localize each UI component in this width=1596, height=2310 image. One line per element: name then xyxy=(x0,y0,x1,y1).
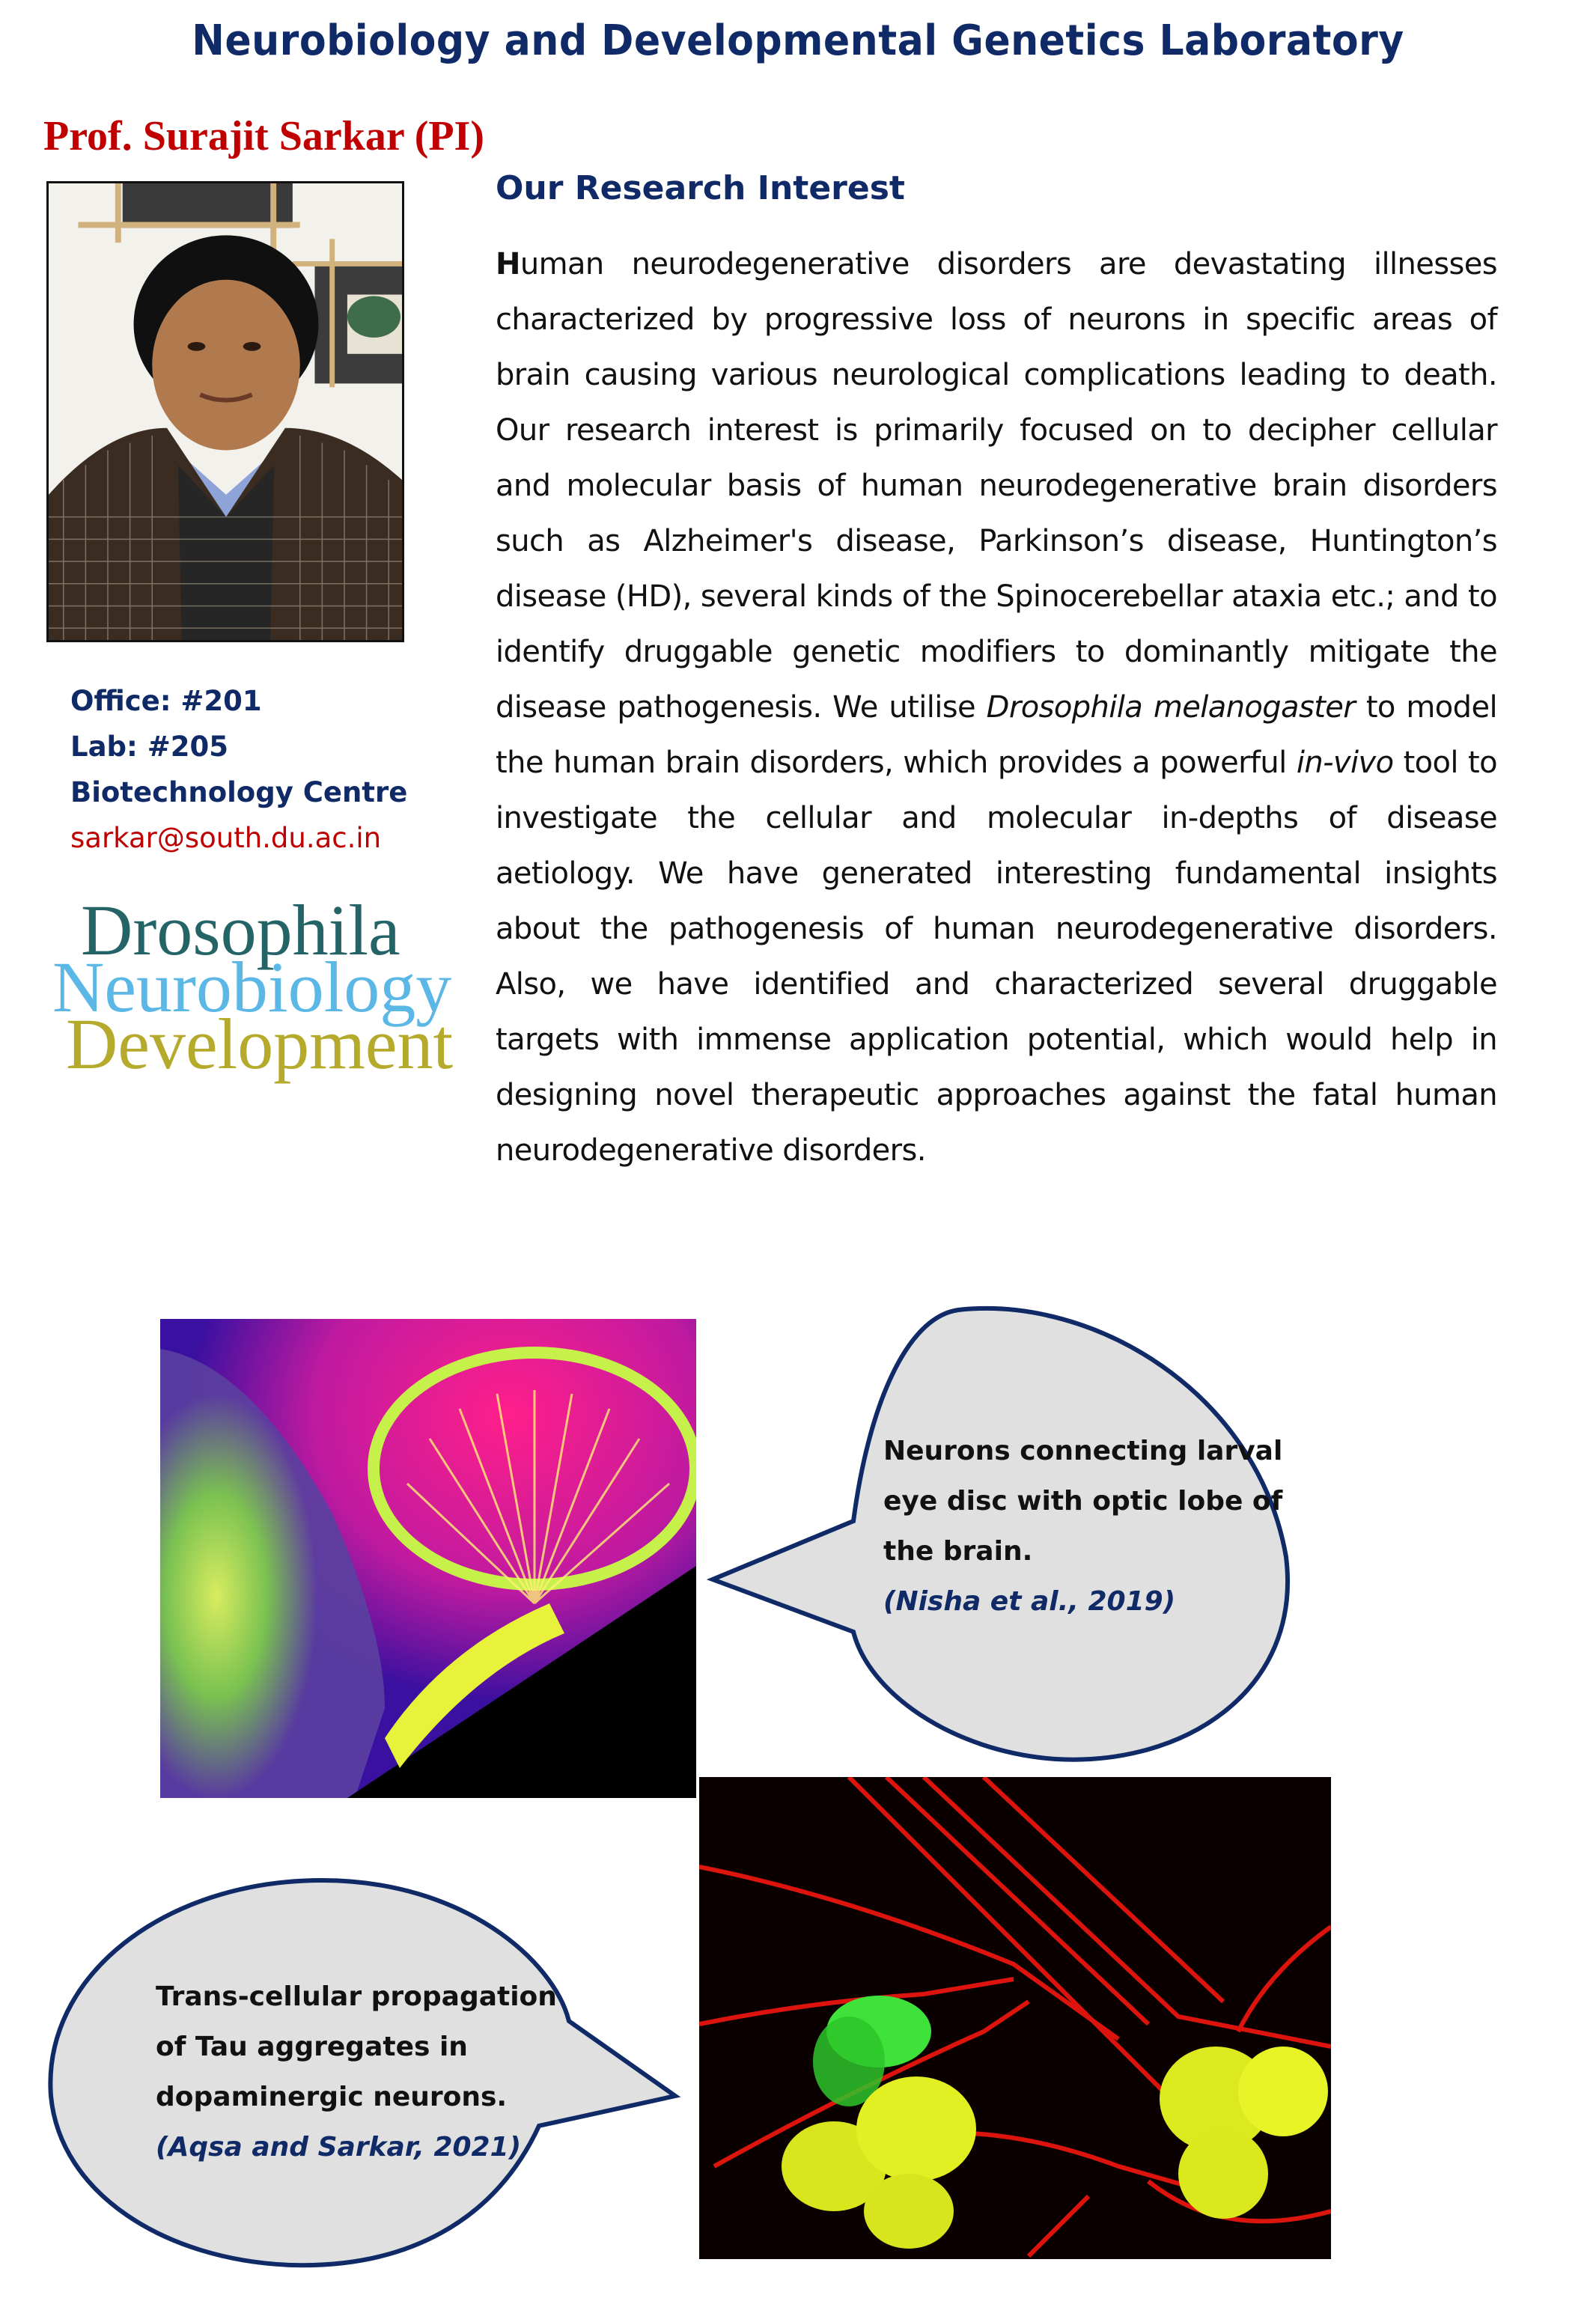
contact-info xyxy=(70,678,407,861)
caption-1-line-3: the brain. xyxy=(883,1536,1033,1567)
page-title: Neurobiology and Developmental Genetics Laboratory xyxy=(192,16,1404,65)
caption-1-line-2: eye disc with optic lobe of xyxy=(883,1486,1283,1517)
micrograph-eye-disc xyxy=(160,1319,696,1798)
pi-photo xyxy=(46,181,404,642)
office-number: Office: #201 xyxy=(70,685,262,717)
micrograph-dopaminergic-neurons xyxy=(699,1777,1331,2259)
dropcap: H xyxy=(496,247,520,281)
citation-1: (Nisha et al., 2019) xyxy=(883,1586,1176,1617)
portrait-image xyxy=(49,183,402,640)
caption-2-line-3: dopaminergic neurons. xyxy=(156,2082,508,2112)
caption-2 xyxy=(156,1972,557,2172)
department-name: Biotechnology Centre xyxy=(70,776,408,808)
citation-2: (Aqsa and Sarkar, 2021) xyxy=(156,2132,522,2163)
in-vivo-term: in-vivo xyxy=(1296,746,1394,780)
caption-2-line-1: Trans-cellular propagation xyxy=(156,1981,557,2012)
caption-1-line-1: Neurons connecting larval xyxy=(883,1436,1283,1466)
research-text-2: to model the human brain disorders, which provides a powerful xyxy=(496,690,1497,780)
logo-line-development: Development xyxy=(66,1004,454,1084)
logo-line-neurobiology: Neurobiology xyxy=(52,947,452,1027)
caption-2-line-2: of Tau aggregates in xyxy=(156,2032,468,2062)
species-name: Drosophila melanogaster xyxy=(986,690,1356,725)
research-text-3: tool to investigate the cellular and molecular in-depths of disease aetiology. We have generated interesting fundamental insights about the pathogenesis of human neurodegenerative disorders. Also, we have identified and characterized several druggable targets with immense application potential, which would help in designing novel therapeutic approaches against the fatal human neurodegenerative disorders. xyxy=(496,746,1497,1168)
logo-line-drosophila: Drosophila xyxy=(81,890,400,970)
pi-name: Prof. Surajit Sarkar (PI) xyxy=(43,113,484,159)
research-text-1: uman neurodegenerative disorders are devastating illnesses characterized by progressive loss of neurons in specific areas of brain causing various neurological complications leading to death. Our research interest is primarily focused on to decipher cellular and molecular basis of human neurodegenerative brain disorders such as Alzheimer's disease, Parkinson’s disease, Huntington’s disease (HD), several kinds of the Spinocerebellar ataxia etc.; and to identify druggable genetic modifiers to dominantly mitigate the disease pathogenesis. We utilise xyxy=(496,247,1497,725)
research-heading: Our Research Interest xyxy=(496,169,905,207)
lab-number: Lab: #205 xyxy=(70,731,228,763)
email-link[interactable]: sarkar@south.du.ac.in xyxy=(70,822,382,854)
lab-logo xyxy=(52,890,454,1084)
caption-1 xyxy=(883,1426,1282,1627)
research-paragraph xyxy=(496,237,1497,1178)
